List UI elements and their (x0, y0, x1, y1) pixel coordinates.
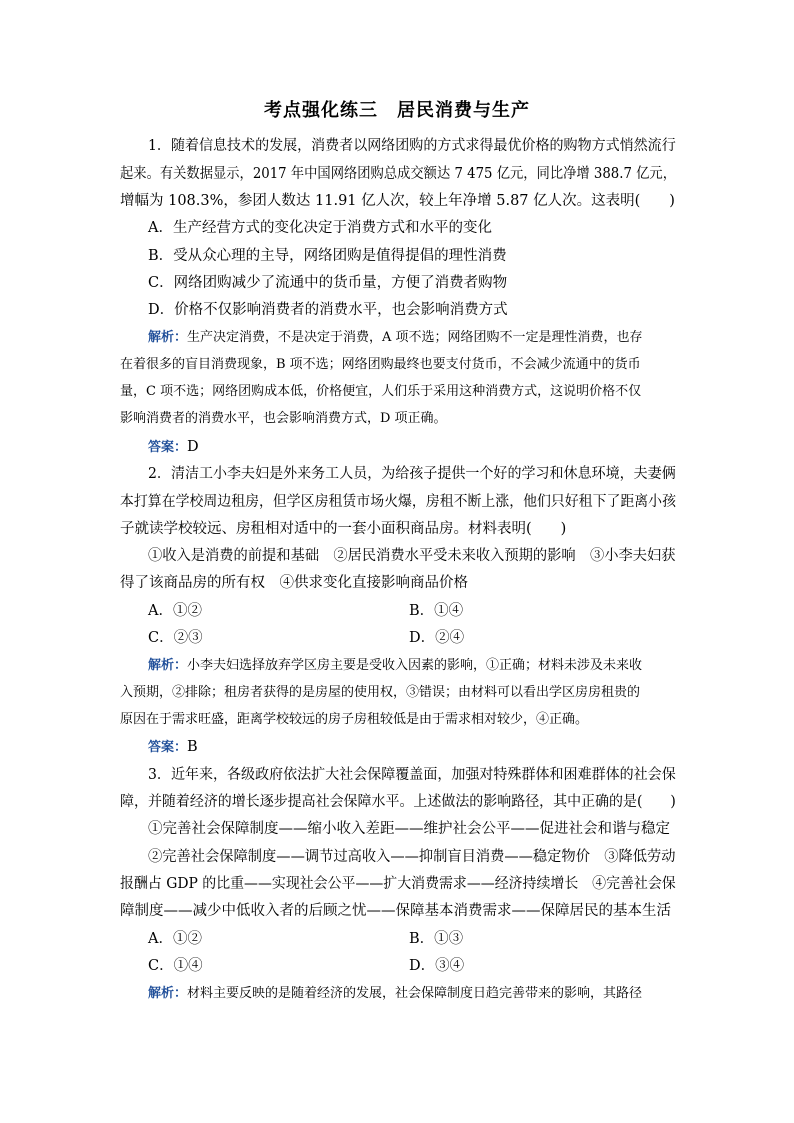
answer-label: 答案： (148, 440, 188, 455)
q3-option-c: C．①④ (148, 958, 203, 974)
q2-analysis-line: 入预期，②排除；租房者获得的是房屋的使用权，③错误；由材料可以看出学区房房租贵的 (120, 685, 641, 700)
q2-stem-line: 本打算在学校周边租房，但学区房租赁市场火爆，房租不断上涨，他们只好租下了距离小孩 (120, 494, 676, 510)
q1-option-c: C．网络团购减少了流通中的货币量，方便了消费者购物 (148, 275, 508, 291)
q3-option-d: D．③④ (409, 958, 465, 974)
q1-answer: 答案：D (148, 439, 199, 455)
q3-statement-line: ②完善社会保障制度——调节过高收入——抑制盲目消费——稳定物价 ③降低劳动 (148, 849, 676, 865)
q1-analysis-line: 量，C 项不选；网络团购成本低，价格便宜，人们乐于采用这种消费方式，这说明价格不仅 (120, 384, 642, 399)
q3-statement-line: 障制度——减少中低收入者的后顾之忧——保障基本消费需求——保障居民的基本生活 (120, 903, 671, 919)
q2-stem-line: 2．清洁工小李夫妇是外来务工人员，为给孩子提供一个好的学习和休息环境，夫妻俩 (148, 466, 676, 482)
q2-statement-line: 得了该商品房的所有权 ④供求变化直接影响商品价格 (120, 575, 468, 591)
q3-stem-line: 3．近年来，各级政府依法扩大社会保障覆盖面，加强对特殊群体和困难群体的社会保 (148, 767, 676, 783)
q3-statement-line: 报酬占 GDP 的比重——实现社会公平——扩大消费需求——经济持续增长 ④完善社会保 (120, 876, 676, 892)
q2-option-c: C．②③ (148, 630, 203, 646)
q1-stem-line: 1．随着信息技术的发展，消费者以网络团购的方式求得最优价格的购物方式悄然流行 (148, 138, 676, 154)
q3-stem-line: 障，并随着经济的增长逐步提高社会保障水平。上述做法的影响路径，其中正确的是( ) (120, 794, 676, 810)
analysis-label: 解析： (148, 986, 188, 1001)
q2-stem-line: 子就读学校较远、房租相对适中的一套小面积商品房。材料表明( ) (120, 521, 567, 537)
q1-analysis-line: 解析：生产决定消费，不是决定于消费，A 项不选；网络团购不一定是理性消费，也存 (148, 330, 643, 345)
analysis-label: 解析： (148, 330, 188, 345)
q1-option-b: B．受从众心理的主导，网络团购是值得提倡的理性消费 (148, 248, 507, 264)
q2-option-a: A．①② (148, 603, 202, 619)
q1-option-a: A．生产经营方式的变化决定于消费方式和水平的变化 (148, 220, 492, 236)
q2-analysis-line: 原因在于需求旺盛，距离学校较远的房子房租较低是由于需求相对较少，④正确。 (120, 712, 589, 727)
q1-option-d: D．价格不仅影响消费者的消费水平，也会影响消费方式 (148, 302, 508, 318)
q1-analysis-line: 在着很多的盲目消费现象，B 项不选；网络团购最终也要支付货币，不会减少流通中的货币 (120, 357, 641, 372)
q3-statement-line: ①完善社会保障制度——缩小收入差距——维护社会公平——促进社会和谐与稳定 (148, 821, 670, 837)
q2-analysis-line: 解析：小李夫妇选择放弃学区房主要是受收入因素的影响，①正确；材料未涉及未来收 (148, 658, 643, 673)
q2-option-d: D．②④ (409, 630, 465, 646)
q1-analysis-line: 影响消费者的消费水平，也会影响消费方式，D 项正确。 (120, 411, 447, 426)
q3-analysis-line: 解析：材料主要反映的是随着经济的发展，社会保障制度日趋完善带来的影响，其路径 (148, 986, 643, 1001)
q3-option-b: B．①③ (409, 931, 464, 947)
analysis-label: 解析： (148, 658, 188, 673)
q2-option-b: B．①④ (409, 603, 464, 619)
q1-stem-line: 起来。有关数据显示，2017 年中国网络团购总成交额达 7 475 亿元，同比净增 388.7 亿元， (120, 166, 676, 182)
q2-answer: 答案：B (148, 739, 198, 755)
q3-option-a: A．①② (148, 931, 202, 947)
page-title: 考点强化练三 居民消费与生产 (264, 100, 530, 121)
q1-stem-line: 增幅为 108.3%，参团人数达 11.91 亿人次，较上年净增 5.87 亿人次。这表明( ) (120, 193, 675, 209)
answer-label: 答案： (148, 740, 188, 755)
q2-statement-line: ①收入是消费的前提和基础 ②居民消费水平受未来收入预期的影响 ③小李夫妇获 (148, 548, 676, 564)
